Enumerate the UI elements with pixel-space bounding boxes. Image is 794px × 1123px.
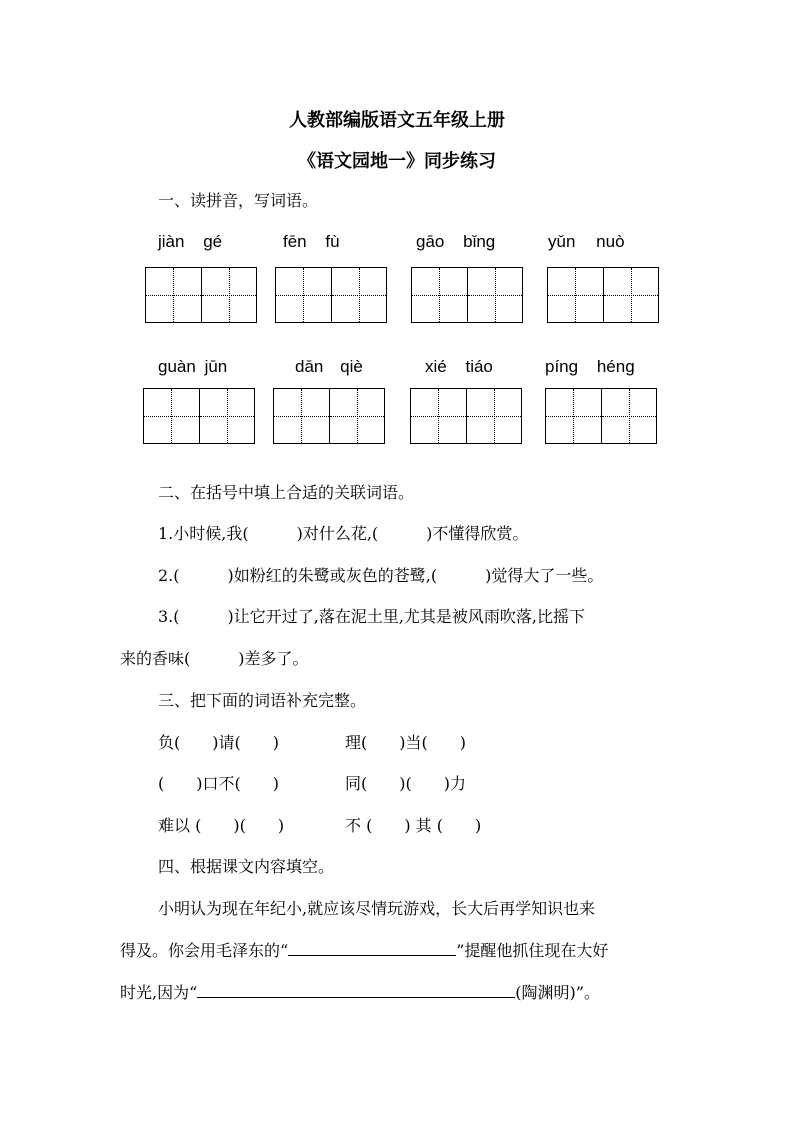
writing-grid-7[interactable] <box>410 388 522 444</box>
pinyin-syllable: jiàn <box>158 232 185 251</box>
idiom-3b[interactable]: 不 ( ) 其 ( ) <box>345 816 482 835</box>
pinyin-syllable: fù <box>325 232 340 251</box>
answer-blank[interactable] <box>288 939 456 956</box>
passage-text: (陶渊明)”。 <box>515 983 600 1002</box>
writing-cell[interactable] <box>144 389 199 443</box>
pinyin-8 <box>545 357 635 377</box>
pinyin-syllable: fēn <box>283 232 307 251</box>
pinyin-syllable: jūn <box>204 357 228 376</box>
writing-grid-5[interactable] <box>143 388 255 444</box>
idiom-3a[interactable]: 难以 ( )( ) <box>158 816 285 835</box>
pinyin-syllable: héng <box>596 357 635 376</box>
writing-grid-4[interactable] <box>547 267 659 323</box>
pinyin-syllable: yǔn <box>548 232 576 251</box>
writing-grid-6[interactable] <box>273 388 385 444</box>
pinyin-syllable: xié <box>425 357 447 376</box>
idiom-2a[interactable]: ( )口不( ) <box>158 774 279 793</box>
writing-grid-8[interactable] <box>545 388 657 444</box>
pinyin-syllable: qiè <box>340 357 363 376</box>
writing-grid-3[interactable] <box>411 267 523 323</box>
question-2-3a[interactable]: 3.( )让它开过了,落在泥土里,尤其是被风雨吹落,比摇下 <box>158 607 586 626</box>
writing-cell[interactable] <box>601 389 657 443</box>
page-subtitle: 《语文园地一》同步练习 <box>298 151 496 172</box>
idiom-2b[interactable]: 同( )( )力 <box>345 774 466 793</box>
pinyin-5 <box>158 357 227 377</box>
writing-cell[interactable] <box>548 268 603 322</box>
question-2-2[interactable]: 2.( )如粉红的朱鹭或灰色的苍鹭,( )觉得大了一些。 <box>158 566 604 585</box>
passage-text: ”提醒他抓住现在大好 <box>456 941 609 960</box>
passage-line-2 <box>120 939 608 962</box>
question-2-3b[interactable]: 来的香味( )差多了。 <box>120 649 309 668</box>
pinyin-syllable: gāo <box>416 232 445 251</box>
page-title: 人教部编版语文五年级上册 <box>289 110 505 131</box>
passage-text: 时光,因为“ <box>120 983 198 1002</box>
pinyin-3 <box>416 232 495 252</box>
writing-cell[interactable] <box>466 389 522 443</box>
writing-cell[interactable] <box>603 268 659 322</box>
writing-cell[interactable] <box>412 268 467 322</box>
writing-cell[interactable] <box>329 389 385 443</box>
writing-cell[interactable] <box>331 268 387 322</box>
pinyin-2 <box>283 232 340 252</box>
section1-heading: 一、读拼音，写词语。 <box>158 191 319 210</box>
writing-grid-1[interactable] <box>145 267 257 323</box>
pinyin-1 <box>158 232 222 252</box>
section2-heading: 二、在括号中填上合适的关联词语。 <box>158 483 415 502</box>
pinyin-syllable: nuò <box>596 232 625 251</box>
idiom-1a[interactable]: 负( )请( ) <box>158 733 279 752</box>
question-2-1[interactable]: 1.小时候,我( )对什么花,( )不懂得欣赏。 <box>158 524 529 543</box>
section4-heading: 四、根据课文内容填空。 <box>158 857 335 876</box>
writing-cell[interactable] <box>411 389 466 443</box>
pinyin-syllable: gé <box>203 232 223 251</box>
pinyin-syllable: píng <box>545 357 579 376</box>
pinyin-syllable: guàn <box>158 357 196 376</box>
writing-cell[interactable] <box>146 268 201 322</box>
idiom-1b[interactable]: 理( )当( ) <box>345 733 466 752</box>
writing-grid-2[interactable] <box>275 267 387 323</box>
passage-line-3 <box>120 981 600 1004</box>
answer-blank[interactable] <box>197 981 515 998</box>
writing-cell[interactable] <box>274 389 329 443</box>
writing-cell[interactable] <box>546 389 601 443</box>
pinyin-7 <box>425 357 493 377</box>
writing-cell[interactable] <box>467 268 523 322</box>
writing-cell[interactable] <box>201 268 257 322</box>
passage-text: 得及。你会用毛泽东的“ <box>120 941 289 960</box>
section3-heading: 三、把下面的词语补充完整。 <box>158 691 367 710</box>
passage-line-1: 小明认为现在年纪小,就应该尽情玩游戏，长大后再学知识也来 <box>158 899 596 918</box>
writing-cell[interactable] <box>276 268 331 322</box>
pinyin-syllable: bǐng <box>463 232 496 251</box>
pinyin-6 <box>295 357 363 377</box>
pinyin-syllable: dān <box>295 357 324 376</box>
pinyin-4 <box>548 232 625 252</box>
pinyin-syllable: tiáo <box>465 357 493 376</box>
writing-cell[interactable] <box>199 389 255 443</box>
